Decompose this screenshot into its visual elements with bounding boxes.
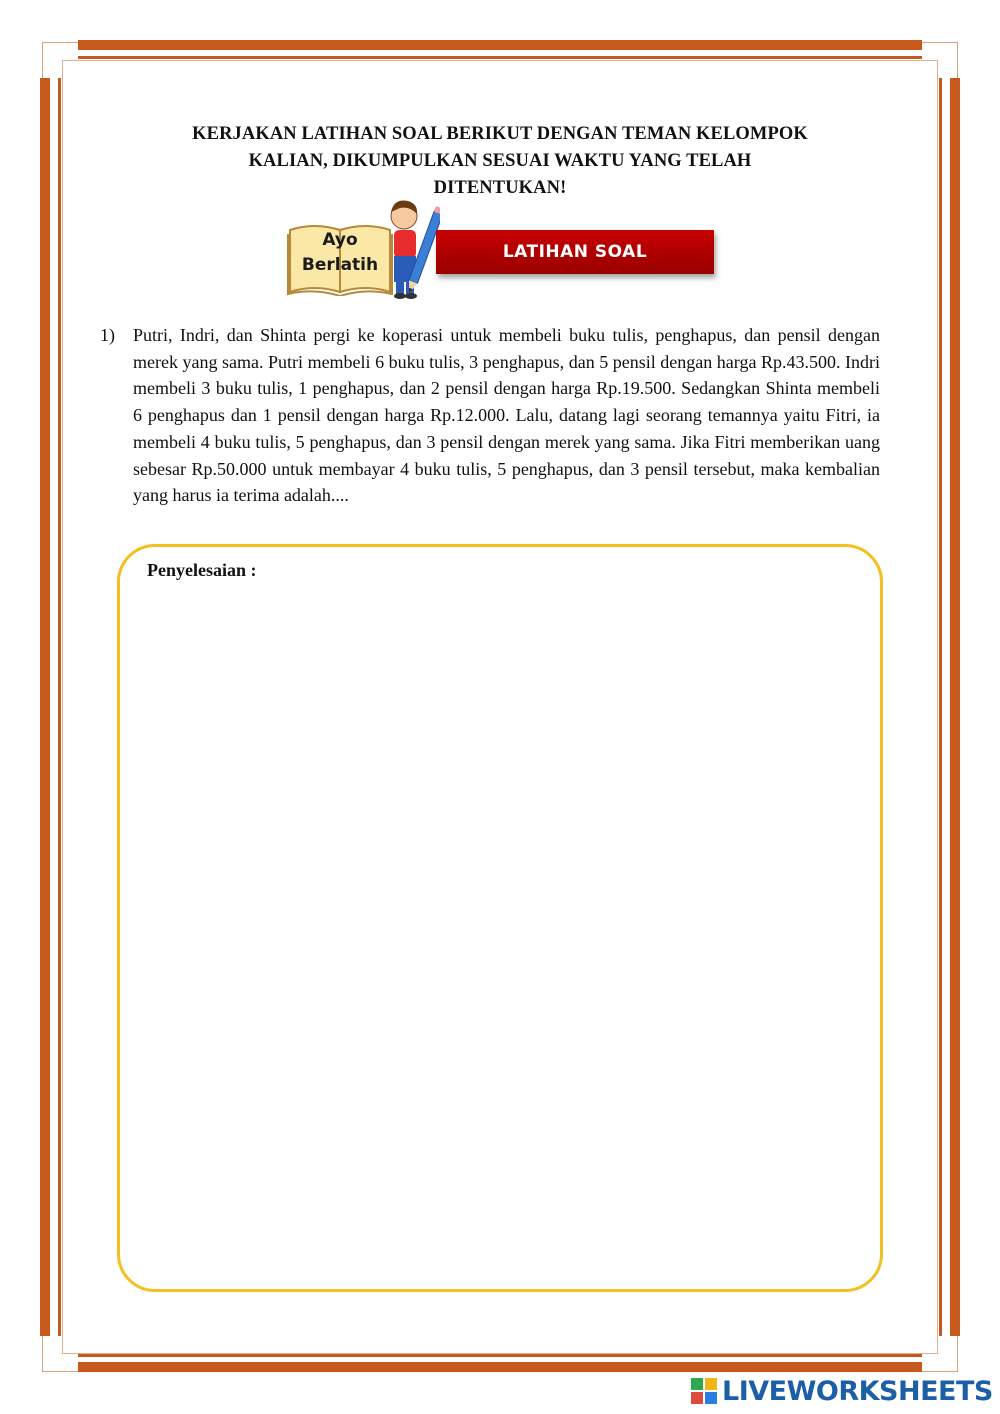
liveworksheets-brand-text: LIVEWORKSHEETS (722, 1375, 993, 1407)
frame-bottom-inner-bar (78, 1354, 922, 1357)
heading-line-3: DITENTUKAN! (433, 178, 567, 198)
answer-box[interactable] (117, 544, 883, 1292)
answer-label: Penyelesaian : (147, 560, 257, 580)
frame-right-inner-bar (939, 78, 942, 1336)
frame-left-inner-bar (58, 78, 61, 1336)
ayo-berlatih-label (296, 228, 384, 278)
instruction-heading (120, 121, 880, 202)
liveworksheets-logo (690, 1374, 993, 1408)
berlatih-label: Berlatih (301, 255, 379, 275)
question-text: Putri, Indri, dan Shinta pergi ke koperasi untuk membeli buku tulis, penghapus, dan pensil dengan merek yang sama. Putri membeli 6 buku tulis, 3 penghapus, dan 5 pensil dengan harga Rp.43.500. Indri membeli 3 buku tulis, 1 penghapus, dan 2 pensil dengan harga Rp.19.500. Sedangkan Shinta membeli 6 penghapus dan 1 pensil dengan harga Rp.12.000. Lalu, datang lagi seorang temannya yaitu Fitri, ia membeli 4 buku tulis, 5 penghapus, dan 3 pensil dengan merek yang sama. Jika Fitri memberikan uang sebesar Rp.50.000 untuk membayar 4 buku tulis, 5 penghapus, dan 3 pensil tersebut, maka kembalian yang harus ia terima adalah.... (133, 325, 880, 506)
heading-line-1: KERJAKAN LATIHAN SOAL BERIKUT DENGAN TEMAN KELOMPOK (192, 124, 808, 144)
heading-line-2: KALIAN, DIKUMPULKAN SESUAI WAKTU YANG TELAH (248, 151, 752, 171)
frame-left-bar (40, 78, 50, 1336)
frame-bottom-bar (78, 1362, 922, 1372)
question-1 (100, 322, 880, 509)
liveworksheets-logo-icon (690, 1377, 718, 1405)
frame-top-bar (78, 40, 922, 50)
frame-right-bar (950, 78, 960, 1336)
ayo-label: Ayo (322, 230, 358, 250)
latihan-soal-ribbon: LATIHAN SOAL (436, 230, 714, 274)
boy-with-pencil-icon (380, 196, 440, 300)
frame-top-inner-bar (78, 56, 922, 59)
question-number: 1) (100, 325, 115, 345)
